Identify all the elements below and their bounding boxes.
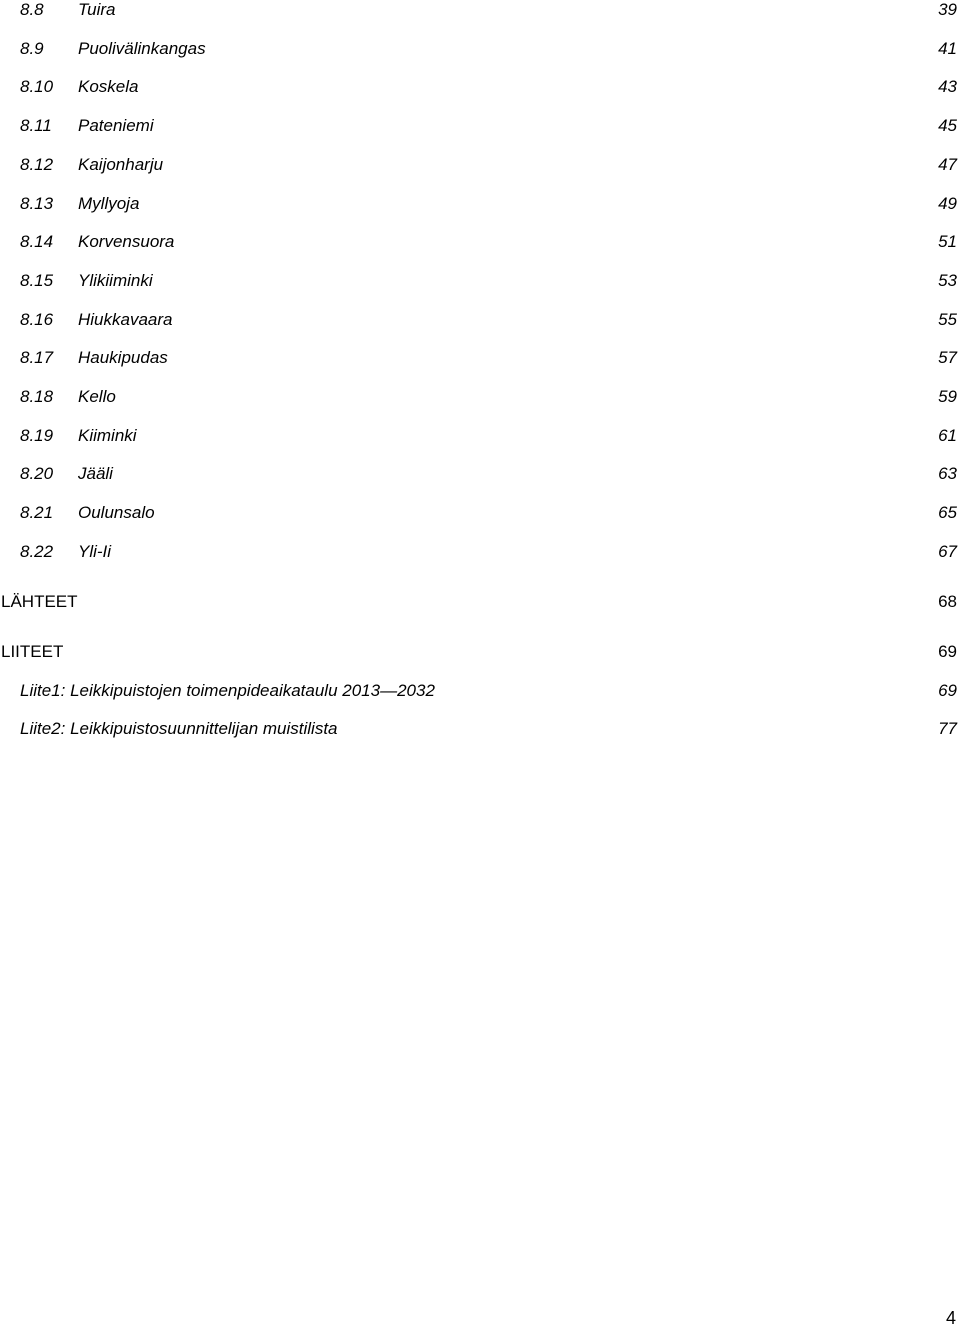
toc-heading-title: LIITEET — [1, 642, 64, 661]
toc-entry-title: Kaijonharju — [78, 155, 164, 174]
toc-entry-8-22[interactable] — [0, 540, 960, 564]
toc-entry-page: 53 — [938, 271, 957, 290]
toc-entry-appendix-2[interactable] — [0, 717, 960, 741]
toc-entry-8-14[interactable] — [0, 230, 960, 254]
toc-entry-title: Haukipudas — [78, 348, 168, 367]
toc-entry-number: 8.12 — [20, 155, 54, 174]
toc-entry-appendices[interactable] — [0, 640, 960, 664]
toc-entry-8-13[interactable] — [0, 192, 960, 216]
toc-entry-8-16[interactable] — [0, 308, 960, 332]
toc-entry-number: 8.17 — [20, 348, 54, 367]
toc-entry-number: 8.16 — [20, 310, 54, 329]
toc-entry-8-10[interactable] — [0, 75, 960, 99]
toc-entry-number: 8.11 — [20, 116, 52, 135]
toc-entry-number: 8.13 — [20, 194, 54, 213]
toc-entry-page: 45 — [938, 116, 957, 135]
toc-entry-appendix-1[interactable] — [0, 679, 960, 703]
toc-entry-number: 8.18 — [20, 387, 54, 406]
toc-entry-8-11[interactable] — [0, 114, 960, 138]
toc-entry-page: 63 — [938, 464, 957, 483]
toc-entry-8-20[interactable] — [0, 462, 960, 486]
toc-entry-number: 8.21 — [20, 503, 54, 522]
toc-appendix-page: 69 — [938, 681, 957, 700]
toc-entry-title: Myllyoja — [78, 194, 140, 213]
toc-entry-sources[interactable] — [0, 590, 960, 614]
toc-entry-number: 8.20 — [20, 464, 54, 483]
toc-entry-page: 39 — [938, 0, 957, 19]
toc-entry-title: Hiukkavaara — [78, 310, 173, 329]
toc-entry-page: 49 — [938, 194, 957, 213]
toc-entry-title: Kiiminki — [78, 426, 137, 445]
toc-entry-8-12[interactable] — [0, 153, 960, 177]
toc-entry-page: 51 — [938, 232, 957, 251]
toc-entry-number: 8.10 — [20, 77, 54, 96]
toc-entry-number: 8.15 — [20, 271, 54, 290]
toc-entry-page: 65 — [938, 503, 957, 522]
toc-entry-title: Pateniemi — [78, 116, 154, 135]
toc-entry-8-15[interactable] — [0, 269, 960, 293]
toc-entry-title: Korvensuora — [78, 232, 175, 251]
toc-entry-page: 41 — [938, 39, 957, 58]
toc-entry-title: Koskela — [78, 77, 139, 96]
toc-entry-number: 8.22 — [20, 542, 54, 561]
toc-entry-8-8[interactable] — [0, 0, 960, 22]
toc-entry-title: Tuira — [78, 0, 116, 19]
toc-heading-page: 68 — [938, 592, 957, 611]
toc-appendix-page: 77 — [938, 719, 957, 738]
toc-entry-page: 57 — [938, 348, 957, 367]
toc-entry-page: 47 — [938, 155, 957, 174]
toc-entry-8-21[interactable] — [0, 501, 960, 525]
toc-entry-number: 8.8 — [20, 0, 44, 19]
toc-entry-page: 43 — [938, 77, 957, 96]
toc-entry-number: 8.19 — [20, 426, 54, 445]
toc-entry-title: Yli-Ii — [78, 542, 112, 561]
toc-heading-title: LÄHTEET — [1, 592, 78, 611]
toc-entry-title: Kello — [78, 387, 116, 406]
toc-entry-title: Jääli — [78, 464, 113, 483]
toc-entry-number: 8.9 — [20, 39, 44, 58]
toc-heading-page: 69 — [938, 642, 957, 661]
toc-appendix-title: Liite1: Leikkipuistojen toimenpideaikataulu 2013—2032 — [20, 681, 435, 700]
toc-entry-page: 59 — [938, 387, 957, 406]
page-number: 4 — [945, 1308, 956, 1328]
toc-entry-title: Puolivälinkangas — [78, 39, 206, 58]
toc-entry-8-19[interactable] — [0, 424, 960, 448]
toc-entry-8-17[interactable] — [0, 346, 960, 370]
toc-appendix-title: Liite2: Leikkipuistosuunnittelijan muistilista — [20, 719, 338, 738]
toc-entry-page: 61 — [938, 426, 957, 445]
toc-entry-number: 8.14 — [20, 232, 54, 251]
toc-entry-page: 55 — [938, 310, 957, 329]
toc-entry-title: Oulunsalo — [78, 503, 155, 522]
toc-entry-page: 67 — [938, 542, 957, 561]
toc-entry-8-9[interactable] — [0, 37, 960, 61]
toc-entry-8-18[interactable] — [0, 385, 960, 409]
toc-entry-title: Ylikiiminki — [78, 271, 153, 290]
